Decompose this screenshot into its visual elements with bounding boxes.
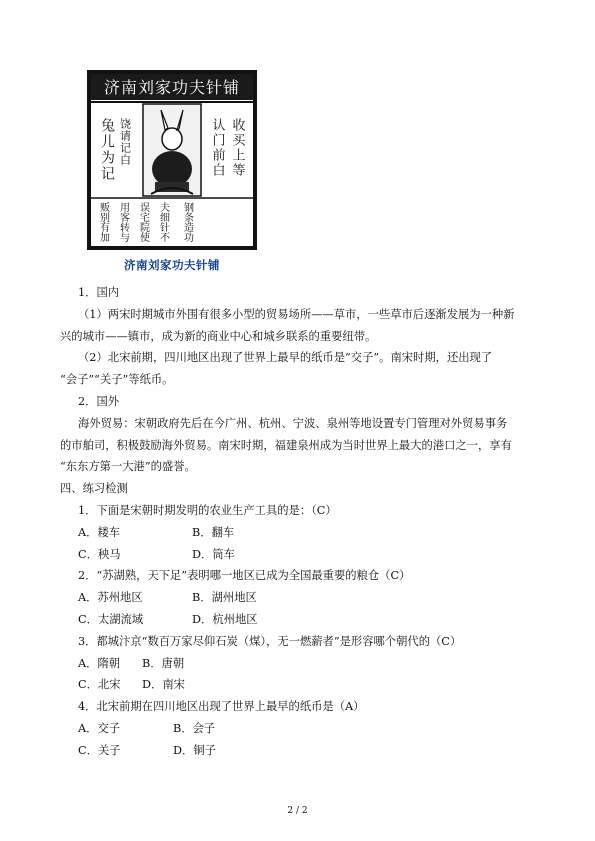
question-1-options-row-1 <box>60 522 538 544</box>
q3-option-a: A．隋朝 <box>78 656 121 670</box>
q3-option-d: D．南宋 <box>142 678 185 692</box>
q4-option-a: A．交子 <box>78 721 121 735</box>
paragraph-3-line-2: 的市舶司，积极鼓励海外贸易。南宋时期，福建泉州成为当时世界上最大的港口之一，享有 <box>60 438 512 452</box>
print-left-column-b: 饶请记白 <box>118 118 132 166</box>
paragraph-1-line-2: 兴的城市——镇市，成为新的商业中心和城乡联系的重要纽带。 <box>60 329 377 343</box>
q2-option-a: A．苏州地区 <box>78 591 143 605</box>
q1-option-b: B．翻车 <box>192 525 235 539</box>
woodblock-print-graphic <box>91 74 253 246</box>
q2-option-d: D．杭州地区 <box>192 612 258 626</box>
q4-option-d: D．铜子 <box>173 743 216 757</box>
print-left-column-a: 兔儿为记 <box>99 118 115 182</box>
question-3-options-row-1 <box>60 653 538 675</box>
question-2: 2．“苏湖熟，天下足”表明哪一地区已成为全国最重要的粮仓（C） <box>78 569 411 583</box>
print-bottom-col-1: 贩别有加 <box>97 202 109 242</box>
q4-option-c: C．关子 <box>78 743 121 757</box>
document-body <box>60 282 538 762</box>
print-bottom-col-3: 误宅院使 <box>137 202 149 242</box>
print-bottom-col-4: 夫细针不 <box>157 202 169 242</box>
print-bottom-col-2: 用客转与 <box>117 202 129 242</box>
question-2-options-row-2 <box>60 609 538 631</box>
question-3: 3．都城汴京“数百万家尽仰石炭（煤），无一燃薪者”是形容哪个朝代的（C） <box>78 634 462 648</box>
question-1-options-row-2 <box>60 544 538 566</box>
white-rabbit-emblem <box>143 104 201 196</box>
figure-caption: 济南刘家功夫针铺 <box>124 258 220 272</box>
question-4-options-row-2 <box>60 740 538 762</box>
q3-option-b: B．唐朝 <box>142 656 185 670</box>
print-top-inscription: 济南刘家功夫针铺 <box>103 78 241 97</box>
q4-option-b: B．会子 <box>173 721 216 735</box>
question-1: 1．下面是宋朝时期发明的农业生产工具的是：（C） <box>78 503 337 517</box>
exercise-section-title: 四、练习检测 <box>60 482 128 496</box>
question-3-options-row-2 <box>60 674 538 696</box>
print-bottom-col-5: 钢条造功 <box>181 202 193 242</box>
q2-option-c: C．太湖流域 <box>78 612 144 626</box>
q3-option-c: C．北宋 <box>78 678 121 692</box>
paragraph-3-line-3: “东东方第一大港”的盛誉。 <box>60 460 196 474</box>
needle-shop-print-image <box>87 70 257 250</box>
paragraph-1-line-1: （1）两宋时期城市外围有很多小型的贸易场所——草市，一些草市后逐渐发展为一种新 <box>78 307 515 321</box>
question-4: 4．北宋前期在四川地区出现了世界上最早的纸币是（A） <box>78 700 365 714</box>
q1-option-d: D．筒车 <box>192 547 235 561</box>
paragraph-2-line-1: （2）北宋前期，四川地区出现了世界上最早的纸币是“交子”。南宋时期，还出现了 <box>78 351 493 365</box>
q1-option-a: A．耧车 <box>78 525 121 539</box>
page-number: 2 / 2 <box>287 806 308 816</box>
q1-option-c: C．秧马 <box>78 547 121 561</box>
question-4-options-row-1 <box>60 718 538 740</box>
section-domestic-title: 1．国内 <box>78 286 120 299</box>
paragraph-2-line-2: “会子”“关子”等纸币。 <box>60 373 174 387</box>
print-right-column-b: 收买上等 <box>229 118 245 178</box>
section-foreign-title: 2．国外 <box>78 394 120 408</box>
paragraph-3-line-1: 海外贸易：宋朝政府先后在今广州、杭州、宁波、泉州等地设置专门管理对外贸易事务 <box>78 416 508 430</box>
print-right-column-a: 认门前白 <box>209 118 225 178</box>
question-2-options-row-1 <box>60 587 538 609</box>
q2-option-b: B．湖州地区 <box>192 591 257 605</box>
